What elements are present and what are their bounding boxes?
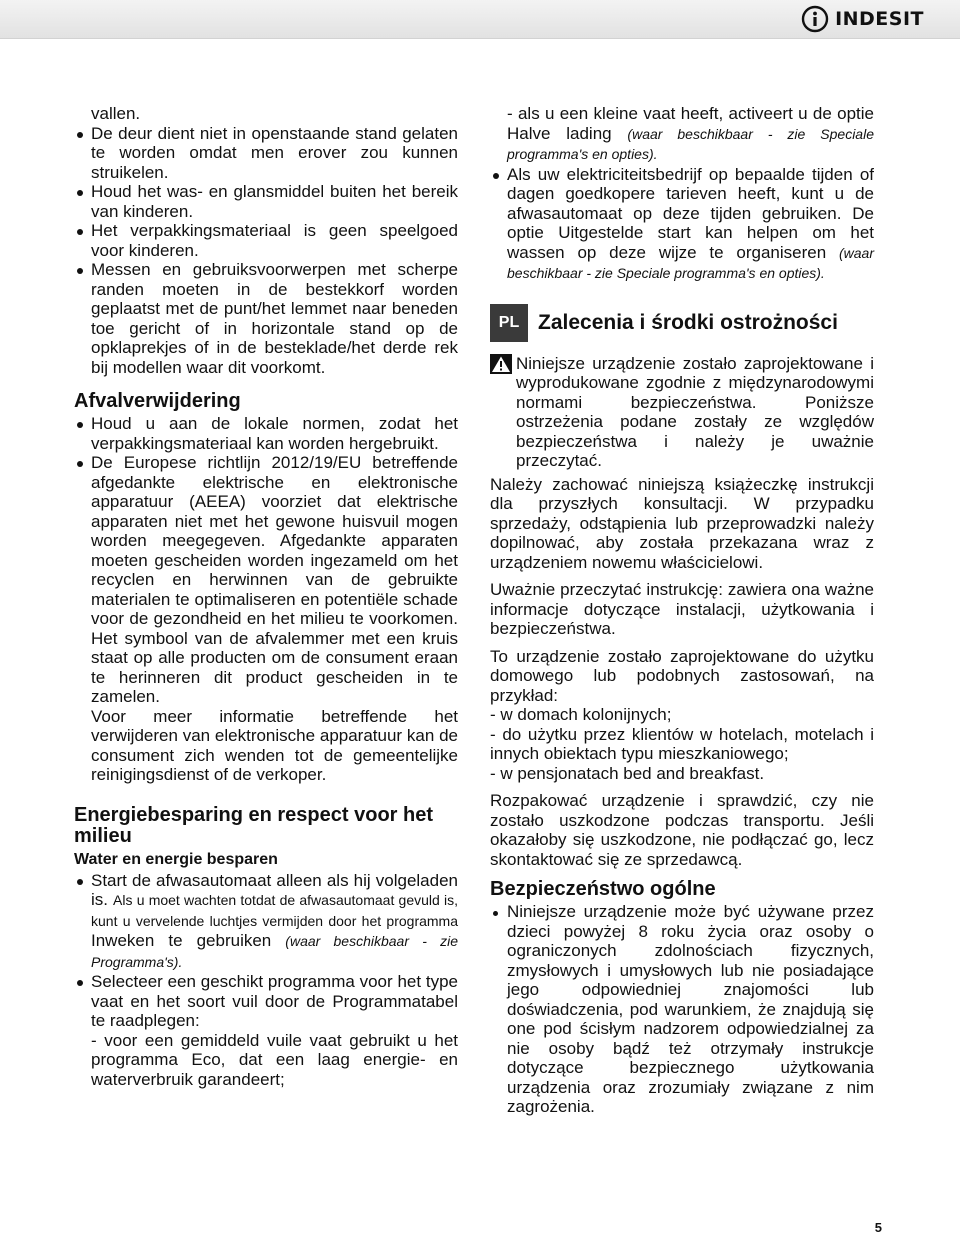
right-column [490,104,874,1117]
half-load-paragraph [490,104,874,165]
brand-logo [801,4,924,34]
safety-bullet-list [74,124,458,378]
half-load-text: - als u een kleine vaat heeft, activeert u de optie Halve lading [507,104,874,143]
afval-paragraph: Voor meer informatie betreffende het verwijderen van elektronische apparatuur kan de consument zich wenden tot de gemeentelijke reinigingsdienst of de verkoper. [91,706,458,784]
list-item [490,165,874,284]
tariff-bullet-list [490,165,874,284]
page-number: 5 [874,1220,882,1235]
pl-section-header [490,304,874,342]
intro-line: vallen. [91,104,141,123]
language-badge: PL [490,304,528,342]
water-bullet-1-italic: (waar beschikbaar - zie Programma's). [91,933,458,970]
list-item: Niniejsze urządzenie może być używane przez dzieci powyżej 8 roku życia oraz osoby o ograniczonych zdolnościach fizycznych, zmysłowych i umysłowych lub nie posiadające jego odpowiedniej znajomości lub doświadczenia, pod warunkiem, że znajdują się one pod ścisłym nadzorem odpowiedzialnej za nie osoby bądź też otrzymały instrukcje dotyczące bezpiecznego użytkowania urządzenia oraz zrozumiały związane z nim zagrożenia. [490,902,874,1117]
pl-section-title: Zalecenia i środki ostrożności [538,310,838,334]
section-title-afval: Afvalverwijdering [74,390,241,412]
indesit-logo-icon [801,5,829,33]
pl-warning-row [490,354,874,471]
pl-list-item: - w domach kolonijnych; [490,705,672,724]
subsection-title-water: Water en energie besparen [74,850,278,868]
list-item: Houd het was- en glansmiddel buiten het bereik van kinderen. [74,182,458,221]
pl-paragraph-2: Należy zachować niniejszą książeczkę instrukcji dla przyszłych konsultacji. W przypadku sprzedaży, odstąpienia lub przeprowadzki należy dopilnować, aby została przekazana wraz z urządzeniem nowemu właścicielowi. [490,474,874,572]
water-bullet-1-main: Start de afwasautomaat alleen als hij volgeladen is. [91,870,458,909]
list-item: De Europese richtlijn 2012/19/EU betreffende afgedankte elektrische en elektronische apparatuur (AEEA) voorziet dat elektrische apparaten niet met het gewone huisvuil mogen worden meegegeven. Afgedankte apparaten moeten gescheiden worden ingezameld om het recyclen en herwinnen van de gebruikte materialen te optimaliseren en potentiële schade voor de gezondheid en het milieu te voorkomen. Het symbool van de afvalemmer met een kruis staat op alle producten om de consument eraan te herinneren dit product gescheiden in te zamelen. [74,453,458,707]
pl-intro-paragraph: Niniejsze urządzenie zostało zaprojektowane i wyprodukowane zgodnie z międzynarodowymi normami bezpieczeństwa. Poniższe ostrzeżenia podane zostały ze względów bezpieczeństwa i należy je uważnie przeczytać. [516,353,874,470]
list-item [74,972,458,1031]
left-column [74,104,458,1089]
half-load-italic: (waar beschikbaar - zie Speciale programma's en opties). [507,125,874,162]
pl-paragraph-5: Rozpakować urządzenie i sprawdzić, czy nie zostało uszkodzone podczas transportu. Jeśli okazałoby się uszkodzone, nie podłączać go, lecz skontaktować się ze sprzedawcą. [490,791,874,869]
water-bullet-1-small: Als u moet wachten totdat de afwasautomaat gevuld is, kunt u vervelende luchtjes vermijden door het programma [91,892,458,929]
tariff-bullet-text: Als uw elektriciteitsbedrijf op bepaalde tijden of dagen goedkopere tarieven heeft, kunt u de afwasautomaat op deze tijden gebruiken. De optie Uitgestelde start kan helpen om het wassen op deze wijze te organiseren [507,164,874,262]
pl-list-item: - do użytku przez klientów w hotelach, motelach i innych obiektach typu mieszkaniowego; [490,724,874,763]
water-bullet-list [74,871,458,1031]
pl-list-item: - w pensjonatach bed and breakfast. [490,763,765,783]
section-title-energy: Energiebesparing en respect voor het milieu [74,803,433,847]
pl-paragraph-4: To urządzenie zostało zaprojektowane do użytku domowego lub podobnych zastosowań, na przykład: [490,646,874,705]
header-bar [0,0,960,39]
pl-subsection-title: Bezpieczeństwo ogólne [490,878,716,900]
list-item: Houd u aan de lokale normen, zodat het verpakkingsmateriaal kan worden hergebruikt. [74,414,458,453]
list-item: Het verpakkingsmateriaal is geen speelgoed voor kinderen. [74,221,458,260]
water-bullet-1-main2: Inweken te gebruiken [91,931,272,950]
afval-bullet-list [74,414,458,707]
pl-paragraph-3: Uważnie przeczytać instrukcję: zawiera ona ważne informacje dotyczące instalacji, użytkowania i bezpieczeństwa. [490,580,874,638]
warning-icon [490,354,512,374]
water-bullet-2-text: Selecteer een geschikt programma voor het type vaat en het soort vuil door de Programmatabel te raadplegen: [91,972,458,1030]
pl-bullet-list [490,902,874,1117]
list-item: De deur dient niet in openstaande stand gelaten te worden omdat men erover zou kunnen struikelen. [74,124,458,183]
list-item [74,871,458,973]
list-item: Messen en gebruiksvoorwerpen met scherpe randen moeten in de bestekkorf worden geplaatst met de punt/het lemmet naar beneden toe gericht of in horizontale stand op de opklaprekjes of in de besteklade/het derde rek bij modellen waar dit voorkomt. [74,260,458,377]
water-bullet-2-sub: - voor een gemiddeld vuile vaat gebruikt u het programma Eco, dat een laag energie- en waterverbruik garandeert; [91,1030,458,1089]
tariff-bullet-italic: (waar beschikbaar - zie Speciale programma's en opties). [507,244,874,281]
brand-name: INDESIT [835,8,924,30]
